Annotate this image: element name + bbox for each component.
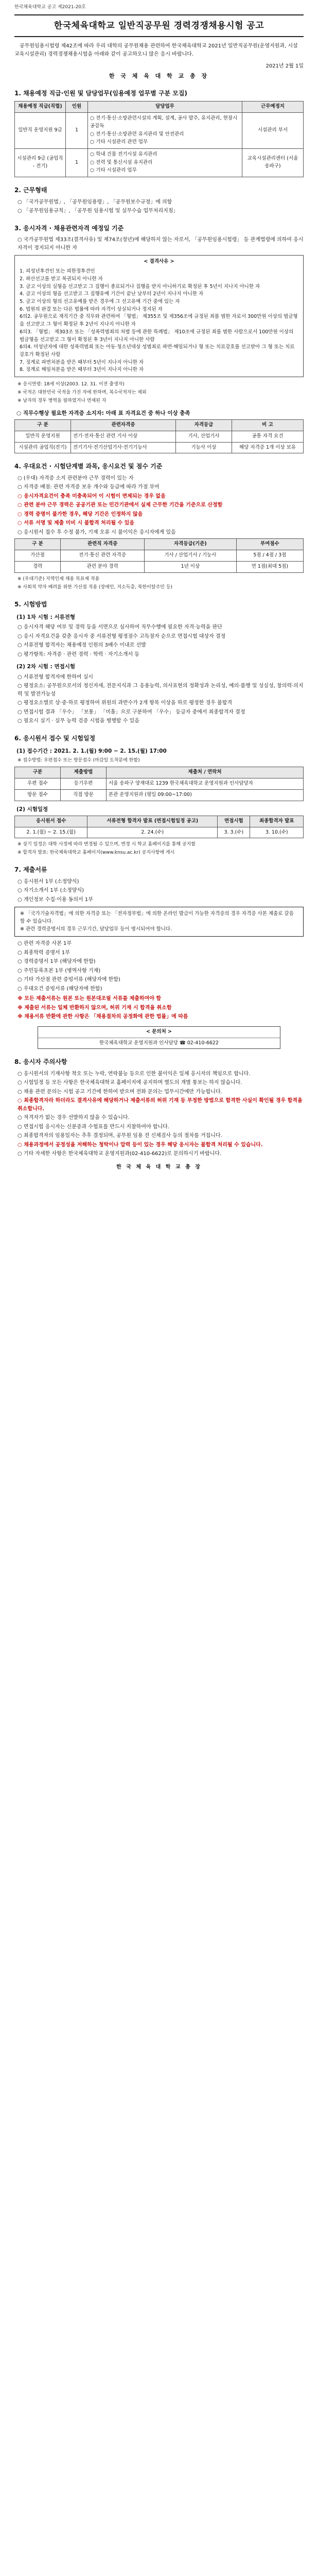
list-item: ○ (우대) 자격증 소지 관련분야 근무 경력이 있는 자 <box>17 475 134 481</box>
list-item: ○ 자격증 배점: 관련 자격증 보유 개수와 등급에 따라 가점 부여 <box>17 484 160 490</box>
list-item: ○ 기타 자세한 사항은 한국체육대학교 운영지원과(02-410-6622)로 문의하시기 바랍니다. <box>17 1151 222 1157</box>
table-row <box>15 149 304 177</box>
duty-item: ○ 학내 건물 전기시설 유지관리 <box>90 151 157 158</box>
schedule-table <box>14 816 304 838</box>
column-header: 구분 <box>15 767 61 778</box>
intro-text: 공무원임용시험령 제42조에 따라 우리 대학의 공무원채용 관련하여 한국체육대학교 2021년 일반직공무원(운영지원과, 시설 교육시설관리) 경력경쟁채용시험을 아래와 같이 공고하오니 많은 응시 바랍니다. <box>14 43 298 57</box>
table-cell: 기사 / 산업기사 / 기능사 <box>145 550 236 562</box>
table-row <box>15 113 304 149</box>
recruitment-table <box>14 101 304 177</box>
section-6-heading: 6. 응시원서 접수 및 시험일정 <box>14 734 96 742</box>
table-cell: 서울 송파구 양재대로 1239 한국체육대학교 운영지원과 인사담당자 <box>107 778 304 790</box>
table-row <box>15 789 304 801</box>
table-cell: 시설관리 9급 (공업직 - 전기) <box>15 149 66 177</box>
note: ※ (우대기준) 지역인재 채용 목표제 적용 <box>17 576 100 582</box>
table-cell: 등기우편 <box>61 778 107 790</box>
section-4-list <box>17 474 304 537</box>
table-cell: 1 <box>66 149 88 177</box>
table-cell: 가산점 <box>15 550 61 562</box>
notice-date: 2021년 2월 1일 <box>266 63 304 70</box>
list-item: ○ 최종합격자의 임용일자는 추후 결정되며, 공무원 임용 전 신체검사 등의 절차를 거칩니다. <box>17 1133 222 1139</box>
duties-cell <box>88 113 242 149</box>
table-cell: 연 1점(최대 5점) <box>236 561 303 572</box>
table-cell: 경력 <box>15 561 61 572</box>
table-cell: 전기·전자·통신 관련 기사 이상 <box>71 431 176 442</box>
duty-item: ○ 전기·통신·소방관련시설의 계획, 설계, 공사 발주, 유지관리, 현장시공감독 <box>90 115 238 129</box>
note: ※ 사회적 약자 배려를 위한 가산점 적용 (장애인, 저소득층, 북한이탈주민 등) <box>17 584 173 590</box>
column-header: 면접시험 <box>218 816 250 827</box>
list-item: ○ 국가공무원법 제33조(결격사유) 및 제74조(정년)에 해당하지 않는 자로서, 「공무원임용시험령」 등 관계법령에 의하여 응시자격이 정지되지 아니한 자 <box>17 237 304 251</box>
table-cell: 기능사 이상 <box>176 442 232 453</box>
signature: 한 국 체 육 대 학 교 총 장 <box>116 1164 202 1170</box>
table-cell: 3. 3.(수) <box>218 827 250 838</box>
list-item: ※ 관련 경력증명서의 경우 근무기간, 담당업무 등이 명시되어야 합니다. <box>20 926 172 932</box>
contact-line: 한국체육대학교 운영지원과 인사담당 ☎ 02-410-6622 <box>99 1040 219 1046</box>
document-note-box <box>14 907 304 937</box>
section-7-list <box>17 878 304 904</box>
table-cell: 전기기사·전기산업기사·전기기능사 <box>71 442 176 453</box>
column-header: 제출방법 <box>61 767 107 778</box>
table-row <box>15 550 304 562</box>
table-cell: 2. 24.(수) <box>87 827 218 838</box>
title-box <box>14 14 304 37</box>
list-item: ○ 채용 관련 문의는 시험 공고 기간에 한하여 받으며 전화 문의는 업무시간에만 가능합니다. <box>17 1089 222 1095</box>
bonus-table <box>14 538 304 572</box>
subsection-heading: ○ 직무수행상 필요한 자격증 소지자: 아래 표 자격요건 중 하나 이상 충족 <box>16 410 190 416</box>
list-item: 2. 파산선고를 받고 복권되지 아니한 자 <box>20 276 103 282</box>
contact-box <box>38 1026 280 1049</box>
column-header: 관련직 자격증 <box>61 539 145 550</box>
table-cell: 해당 자격증 1개 이상 보유 <box>232 442 304 453</box>
list-item: ○ 시험일정 등 모든 사항은 한국체육대학교 홈페이지에 공지하며 별도의 개별 통보는 하지 않습니다. <box>17 1080 242 1086</box>
list-item: ○ 적격자가 없는 경우 선발하지 않을 수 있습니다. <box>17 1115 130 1121</box>
table-cell: 일반직 운영지원 <box>15 431 71 442</box>
list-item: ○ 주민등록초본 1부 (병역사항 기재) <box>17 968 101 974</box>
column-header: 제출처 / 연락처 <box>107 767 304 778</box>
list-item: 5. 금고 이상의 형의 선고유예를 받은 경우에 그 선고유예 기간 중에 있는 자 <box>20 298 180 304</box>
column-header: 자격등급(기준) <box>145 539 236 550</box>
section-5-list-2 <box>17 673 304 725</box>
list-item: ○ 우대요건 증빙서류 (해당자에 한함) <box>17 986 102 992</box>
submission-table <box>14 767 304 801</box>
column-header: 서류전형 합격자 발표 (면접시험일정 공고) <box>87 816 218 827</box>
section-1-heading: 1. 채용예정 직급·인원 및 담당업무(임용예정 업무별 구분 모집) <box>14 89 187 97</box>
section-7-heading: 7. 제출서류 <box>14 866 47 874</box>
subsection-heading: (2) 2차 시험 : 면접시험 <box>16 664 76 670</box>
table-cell: 전기·통신 관련 자격증 <box>61 550 145 562</box>
table-cell: 시설관리 부서 <box>242 113 304 149</box>
list-item: ○ 면접시험 결과 「우수」 「보통」 「미흡」으로 구분하여 「우수」 등급자 중에서 최종합격자 결정 <box>17 709 245 715</box>
note: ※ 접수방법: 우편접수 또는 방문접수 (마감일 도착분에 한함) <box>17 758 140 764</box>
list-item: ○ 필요시 실기 · 실무 능력 검증 시험을 병행할 수 있음 <box>17 718 139 724</box>
warning-item: ※ 제출된 서류는 일체 반환하지 않으며, 허위 기재 시 합격을 취소함 <box>17 1005 172 1011</box>
note: ※ 합격자 발표: 한국체육대학교 홈페이지(www.knsu.ac.kr) 공지사항에 게시 <box>17 850 175 856</box>
notice-number: 한국체육대학교 공고 제2021-20호 <box>14 5 86 10</box>
box-title: < 결격사유 > <box>144 259 174 265</box>
table-cell: 기사, 산업기사 <box>176 431 232 442</box>
list-item: ○ 경력증명서 1부 (해당자에 한함) <box>17 959 96 965</box>
contact-title: < 문의처 > <box>38 1027 280 1038</box>
list-item: ○ 기타 가산점 관련 증빙서류 (해당자에 한함) <box>17 977 120 983</box>
note: ※ 국적은 대한민국 국적을 가진 자에 한하며, 복수국적자는 제외 <box>17 390 147 396</box>
column-header: 비 고 <box>232 420 304 431</box>
table-row <box>15 442 304 453</box>
note: ※ 상기 일정은 대학 사정에 따라 변경될 수 있으며, 변경 시 학교 홈페이지를 통해 공지함 <box>17 842 196 848</box>
list-item: ○ 면접시험 응시자는 신분증과 수험표를 반드시 지참하여야 합니다. <box>17 1124 169 1130</box>
section-8-heading: 8. 응시자 주의사항 <box>14 1058 67 1066</box>
list-item: 6의4. 미성년자에 대한 성폭력범죄 또는 아동·청소년대상 성범죄로 파면·해임되거나 형 또는 치료감호를 선고받아 그 형 또는 치료감호가 확정된 사람 <box>20 344 295 358</box>
list-item: ○ 최종합격자라 하더라도 결격사유에 해당하거나 제출서류의 허위 기재 등 부정한 방법으로 합격한 사실이 확인될 경우 합격을 취소합니다. <box>17 1098 303 1112</box>
section-3-heading: 3. 응시자격 · 채용관련자격 예정일 기준 <box>14 224 124 232</box>
note: ※ 남자의 경우 병역을 필하였거나 면제된 자 <box>17 398 107 404</box>
duty-item: ○ 기타 시설관리 관련 업무 <box>90 139 148 145</box>
list-item: ○ 응시원서 접수 후 수정 불가, 기재 오류 시 불이익은 응시자에게 있음 <box>17 529 176 535</box>
note: ※ 응시연령: 18세 이상(2003. 12. 31. 이전 출생자) <box>17 382 125 387</box>
table-row <box>15 431 304 442</box>
list-item: ○ 최종학력 증명서 1부 <box>17 950 70 956</box>
list-item: 6의2. 공무원으로 재직기간 중 직무와 관련하여 「형법」 제355조 및 제356조에 규정된 죄를 범한 자로서 300만원 이상의 벌금형을 선고받고 그 형이 확정된 후 2년이 지나지 아니한 자 <box>20 314 298 328</box>
list-item: ○ 관련 분야 근무 경력은 공공기관 또는 민간기관에서 실제 근무한 기간을 기준으로 산정함 <box>17 502 223 509</box>
list-item: 4. 금고 이상의 형을 선고받고 그 집행유예 기간이 끝난 날부터 2년이 지나지 아니한 자 <box>20 291 204 297</box>
column-header: 구 분 <box>15 539 61 550</box>
list-item: ○ 경력 증명이 불가한 경우, 해당 기간은 인정하지 않음 <box>17 511 143 517</box>
list-item: 6의3. 「형법」 제303조 또는 「성폭력범죄의 처벌 등에 관한 특례법」 제10조에 규정된 죄를 범한 사람으로서 100만원 이상의 벌금형을 선고받고 그 형이 확정된 후 3년이 지나지 아니한 사람 <box>20 329 294 343</box>
certificate-table <box>14 419 304 453</box>
column-header: 부여점수 <box>236 539 303 550</box>
list-item: ○ 응시원서의 기재사항 착오 또는 누락, 연락불능 등으로 인한 불이익은 일체 응시자의 책임으로 합니다. <box>17 1071 251 1077</box>
column-header: 담당업무 <box>88 101 242 113</box>
warning-item: ※ 모든 제출서류는 원본 또는 원본대조필 서류를 제출하여야 함 <box>17 996 162 1002</box>
column-header: 구 분 <box>15 420 71 431</box>
list-item: ○ 평가항목: 자격증 · 관련 경력 · 학력 · 자기소개서 등 <box>17 651 139 657</box>
list-item: ○ 응시자격요건이 충족 미충족되어 이 시험이 면제되는 경우 없음 <box>17 493 166 499</box>
list-item: ○ 「국가공무원법」, 「공무원임용령」, 「공무원보수규정」에 의함 <box>17 199 172 205</box>
column-header: 최종합격자 발표 <box>250 816 304 827</box>
table-cell: 직접 방문 <box>61 789 107 801</box>
list-item: ○ 응시 자격요건을 갖춘 응시자 중 서류전형 평정점수 고득점자 순으로 면접시험 대상자 결정 <box>17 633 226 639</box>
duty-item: ○ 전기·통신·소방관련 유지관리 및 안전관리 <box>90 131 184 137</box>
section-2-heading: 2. 근무형태 <box>14 187 47 194</box>
section-4-heading: 4. 우대요건 · 시험단계별 과목, 응시요건 및 점수 기준 <box>14 463 163 470</box>
table-cell: 일반직 운영지원 9급 <box>15 113 66 149</box>
list-item: 3. 금고 이상의 실형을 선고받고 그 집행이 종료되거나 집행을 받지 아니하기로 확정된 후 5년이 지나지 아니한 자 <box>20 283 260 290</box>
list-item: 7. 징계로 파면처분을 받은 때부터 5년이 지나지 아니한 자 <box>20 359 144 365</box>
subsection-heading: (2) 시험일정 <box>16 806 48 812</box>
table-cell: 시설관리 공업직(전기) <box>15 442 71 453</box>
list-item: ○ 채용과정에서 공정성을 저해하는 청탁이나 압력 등이 있는 경우 해당 응시자는 불합격 처리될 수 있습니다. <box>17 1142 263 1148</box>
table-row <box>15 827 304 838</box>
table-cell: 1년 이상 <box>145 561 236 572</box>
table-cell: 1 <box>66 113 88 149</box>
list-item: ※ 「국가기술자격법」에 의한 자격증 또는 「전자정부법」에 의한 온라인 발급이 가능한 자격증의 경우 자격증 사본 제출로 갈음할 수 있습니다. <box>20 911 294 924</box>
list-item: ○ 응시자격 해당 여부 및 경력 등을 서면으로 심사하여 직무수행에 필요한 자격·능력을 판단 <box>17 624 222 631</box>
section-5-list-1 <box>17 623 304 658</box>
duties-cell <box>88 149 242 177</box>
subsection-heading: (1) 접수기간 : 2021. 2. 1.(월) 9:00 ~ 2. 15.(월) 17:00 <box>16 748 167 755</box>
table-cell: 우편 접수 <box>15 778 61 790</box>
list-item: 8. 징계로 해임처분을 받은 때부터 3년이 지나지 아니한 자 <box>20 367 144 373</box>
list-item: ○ 서류전형 합격자에 한하여 실시 <box>17 674 94 680</box>
column-header: 인원 <box>66 101 88 113</box>
disqualification-box <box>14 255 304 377</box>
warning-item: ※ 채용서류 반환에 관한 사항은 「채용절차의 공정화에 관한 법률」에 따름 <box>17 1014 188 1020</box>
section-2-list <box>17 198 304 215</box>
duty-item: ○ 전력 및 통신시설 유지관리 <box>90 159 153 165</box>
table-cell: 관련 분야 경력 <box>61 561 145 572</box>
duty-item: ○ 기타 시설관리 업무 <box>90 167 137 174</box>
section-5-heading: 5. 시험방법 <box>14 600 47 608</box>
list-item: ○ 자기소개서 1부 (소정양식) <box>17 888 84 894</box>
column-header: 응시원서 접수 <box>15 816 87 827</box>
list-item: ○ 개인정보 수집·이용 동의서 1부 <box>17 896 93 903</box>
list-item: 6. 법원의 판결 또는 다른 법률에 따라 자격이 상실되거나 정지된 자 <box>20 306 163 312</box>
table-cell: 공통 자격 요건 <box>232 431 304 442</box>
table-cell: 방문 접수 <box>15 789 61 801</box>
table-cell: 교육시설관리센터 (서울 송파구) <box>242 149 304 177</box>
list-item: 1. 피성년후견인 또는 피한정후견인 <box>20 268 95 275</box>
table-cell: 본관 운영지원과 (평일 09:00~17:00) <box>107 789 304 801</box>
table-row <box>15 778 304 790</box>
table-row <box>15 561 304 572</box>
page-title: 한국체육대학교 일반직공무원 경력경쟁채용시험 공고 <box>54 20 264 31</box>
list-item: ○ 서류전형 합격자는 채용예정 인원의 3배수 이내로 선발 <box>17 642 146 649</box>
column-header: 자격등급 <box>176 420 232 431</box>
column-header: 관련자격증 <box>71 420 176 431</box>
list-item: ○ 서류 서명 및 제출 미비 시 불합격 처리될 수 있음 <box>17 520 135 527</box>
table-cell: 5점 / 4점 / 3점 <box>236 550 303 562</box>
section-7-list-2 <box>17 940 304 993</box>
list-item: ○ 평정요소: 공무원으로서의 정신자세, 전문지식과 그 응용능력, 의사표현의 정확성과 논리성, 예의·품행 및 성실성, 창의력·의지력 및 발전가능성 <box>17 683 304 697</box>
table-cell: 3. 10.(수) <box>250 827 304 838</box>
table-cell: 2. 1.(월) ~ 2. 15.(월) <box>15 827 87 838</box>
section-8-list <box>17 1070 304 1158</box>
issuer: 한 국 체 육 대 학 교 총 장 <box>109 72 209 79</box>
list-item: ○ 관련 자격증 사본 1부 <box>17 941 72 947</box>
subsection-heading: (1) 1차 시험 : 서류전형 <box>16 614 76 621</box>
column-header: 채용예정 직급(직렬) <box>15 101 66 113</box>
list-item: ○ 「공무원임용규칙」, 「공무원 임용시험 및 실무수습 업무처리지침」 <box>17 208 179 214</box>
warnings <box>17 995 304 1021</box>
column-header: 근무예정지 <box>242 101 304 113</box>
section-3-list <box>17 236 304 252</box>
list-item: ○ 응시원서 1부 (소정양식) <box>17 878 79 885</box>
list-item: ○ 평정요소별로 상·중·하로 평정하여 위원의 과반수가 2개 항목 이상을 하로 평정한 경우 불합격 <box>17 700 233 706</box>
